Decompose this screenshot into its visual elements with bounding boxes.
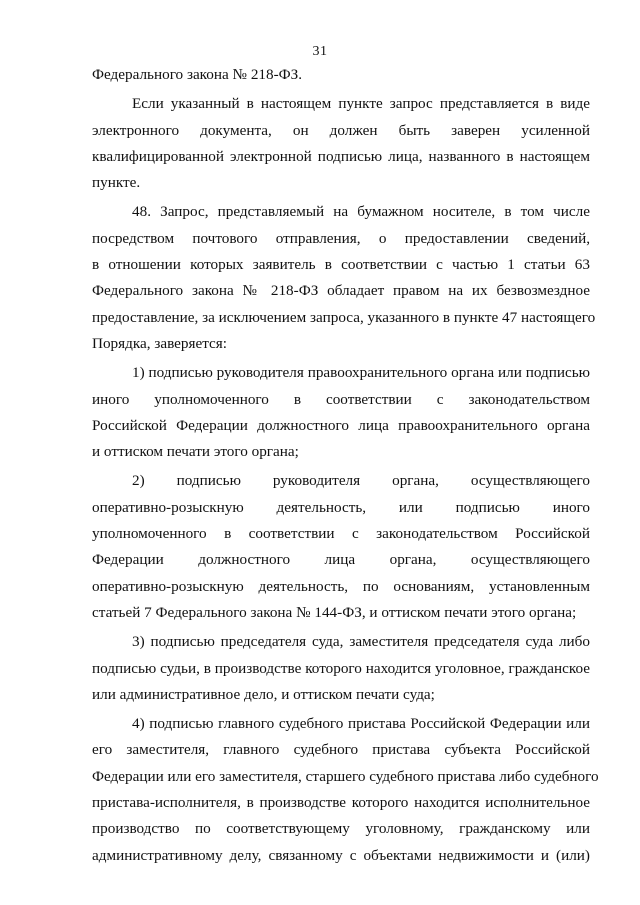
text-line: или административное дело, и оттиском печати суда; — [92, 685, 435, 703]
text-line: административному делу, связанному с объектами недвижимости и (или) — [92, 846, 590, 864]
text-line: пристава-исполнителя, в производстве которого находится исполнительное — [92, 794, 590, 812]
text-line: производство по соответствующему уголовному, гражданскому или — [92, 820, 590, 838]
text-line: уполномоченного в соответствии с законодательством Российской — [92, 525, 590, 543]
text-line: 4) подписью главного судебного пристава Российской Федерации или — [132, 715, 590, 733]
text-line: квалифицированной электронной подписью лица, названного в настоящем — [92, 147, 590, 165]
text-line: Если указанный в настоящем пункте запрос представляется в виде — [132, 95, 590, 113]
text-line: его заместителя, главного судебного пристава субъекта Российской — [92, 741, 590, 759]
text-line: Российской Федерации должностного лица правоохранительного органа — [92, 416, 590, 434]
text-line: 1) подписью руководителя правоохранительного органа или подписью — [132, 364, 590, 382]
text-line: Федерального закона № 218-ФЗ. — [92, 66, 303, 83]
text-line: оперативно-розыскную деятельность, по основаниям, установленным — [92, 577, 590, 595]
text-line: 2) подписью руководителя органа, осуществляющего — [132, 472, 590, 490]
text-line: 3) подписью председателя суда, заместителя председателя суда либо — [132, 633, 590, 651]
text-line: статьей 7 Федерального закона № 144-ФЗ, и оттиском печати этого органа; — [92, 603, 577, 621]
page-number: 31 — [312, 44, 328, 59]
text-line: в отношении которых заявитель в соответствии с частью 1 статьи 63 — [92, 256, 590, 274]
text-line: Порядка, заверяется: — [92, 334, 228, 352]
document-body — [92, 62, 599, 869]
text-line: электронного документа, он должен быть заверен усиленной — [92, 121, 590, 139]
text-line: посредством почтового отправления, о предоставлении сведений, — [92, 229, 590, 247]
text-line: пункте. — [92, 174, 141, 192]
text-line: Федерации или его заместителя, старшего судебного пристава либо судебного — [92, 767, 599, 785]
text-line: подписью судьи, в производстве которого находится уголовное, гражданское — [92, 659, 590, 677]
text-line: и оттиском печати этого органа; — [92, 443, 299, 461]
text-line: 48. Запрос, представляемый на бумажном носителе, в том числе — [132, 203, 590, 221]
text-line: оперативно-розыскную деятельность, или подписью иного — [92, 498, 590, 516]
text-line: Федерации должностного лица органа, осуществляющего — [92, 551, 590, 569]
text-line: предоставление, за исключением запроса, указанного в пункте 47 настоящего — [92, 308, 596, 326]
text-line: иного уполномоченного в соответствии с законодательством — [92, 390, 590, 408]
text-line: Федерального закона № 218-ФЗ обладает правом на их безвозмездное — [92, 282, 590, 300]
